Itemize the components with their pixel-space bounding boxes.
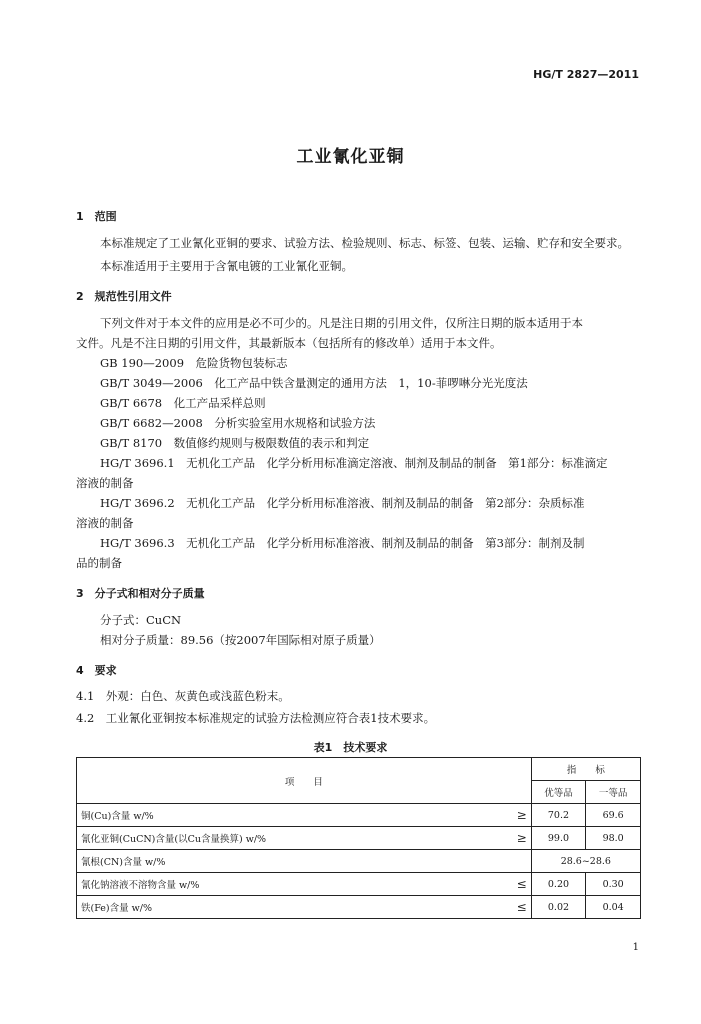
col-grade1-header: 优等品 [531,781,586,804]
requirements-table [76,757,641,919]
row-value-grade1: 0.20 [531,873,586,896]
reference-item: GB/T 6682—2008 分析实验室用水规格和试验方法 [100,416,376,430]
reference-item-cont: 品的制备 [76,556,122,570]
row-symbol: ≤ [509,873,532,896]
section-2-heading: 2 规范性引用文件 [76,290,172,303]
table-caption: 表1 技术要求 [313,741,388,754]
row-name: 氰化钠溶液不溶物含量 w/% [77,873,509,896]
reference-item-cont: 溶液的制备 [76,476,134,490]
col-item-header: 项 目 [77,758,532,804]
table-row [77,873,641,896]
row-name: 铜(Cu)含量 w/% [77,804,509,827]
section-3-heading: 3 分子式和相对分子质量 [76,587,205,600]
table-header-row [77,758,641,781]
row-value-merged: 28.6~28.6 [531,850,640,873]
table-row [77,896,641,919]
clause-4-2: 4.2 工业氰化亚铜按本标准规定的试验方法检测应符合表1技术要求。 [76,711,436,725]
reference-item: HG/T 3696.1 无机化工产品 化学分析用标准滴定溶液、制剂及制品的制备 第1部分：标准滴定 [100,456,608,470]
reference-item: GB/T 6678 化工产品采样总则 [100,396,266,410]
table-row [77,850,641,873]
row-value-grade2: 0.04 [586,896,641,919]
row-name: 氰根(CN)含量 w/% [77,850,509,873]
row-symbol: ≥ [509,827,532,850]
section-1-paragraph-2: 本标准适用于主要用于含氰电镀的工业氰化亚铜。 [100,259,353,273]
section-2-intro-line-1: 下列文件对于本文件的应用是必不可少的。凡是注日期的引用文件，仅所注日期的版本适用于本 [100,316,583,330]
section-2-intro-line-2: 文件。凡是不注日期的引用文件，其最新版本（包括所有的修改单）适用于本文件。 [76,336,502,350]
row-value-grade2: 69.6 [586,804,641,827]
standard-code: HG/T 2827—2011 [533,68,639,81]
row-symbol: ≥ [509,804,532,827]
reference-item: HG/T 3696.3 无机化工产品 化学分析用标准溶液、制剂及制品的制备 第3部分：制剂及制 [100,536,585,550]
reference-item: GB 190—2009 危险货物包装标志 [100,356,288,370]
col-grade2-header: 一等品 [586,781,641,804]
reference-item: HG/T 3696.2 无机化工产品 化学分析用标准溶液、制剂及制品的制备 第2部分：杂质标准 [100,496,585,510]
row-value-grade1: 0.02 [531,896,586,919]
reference-item: GB/T 3049—2006 化工产品中铁含量测定的通用方法 1，10-菲啰啉分光光度法 [100,376,528,390]
section-1-heading: 1 范围 [76,210,117,223]
page-number: 1 [632,942,639,953]
row-name: 氰化亚铜(CuCN)含量(以Cu含量换算) w/% [77,827,509,850]
section-4-heading: 4 要求 [76,664,117,677]
page-title: 工业氰化亚铜 [296,147,405,167]
molecular-formula: 分子式：CuCN [100,613,182,627]
reference-item: GB/T 8170 数值修约规则与极限数值的表示和判定 [100,436,370,450]
reference-item-cont: 溶液的制备 [76,516,134,530]
row-value-grade1: 99.0 [531,827,586,850]
molecular-mass: 相对分子质量：89.56（按2007年国际相对原子质量） [100,633,381,647]
section-1-paragraph-1: 本标准规定了工业氰化亚铜的要求、试验方法、检验规则、标志、标签、包装、运输、贮存和安全要求。 [100,236,629,250]
row-value-grade2: 0.30 [586,873,641,896]
table-row [77,804,641,827]
clause-4-1: 4.1 外观：白色、灰黄色或浅蓝色粉末。 [76,689,290,703]
row-value-grade1: 70.2 [531,804,586,827]
col-index-header: 指 标 [531,758,640,781]
table-row [77,827,641,850]
row-name: 铁(Fe)含量 w/% [77,896,509,919]
row-symbol: ≤ [509,896,532,919]
row-symbol [509,850,532,873]
row-value-grade2: 98.0 [586,827,641,850]
